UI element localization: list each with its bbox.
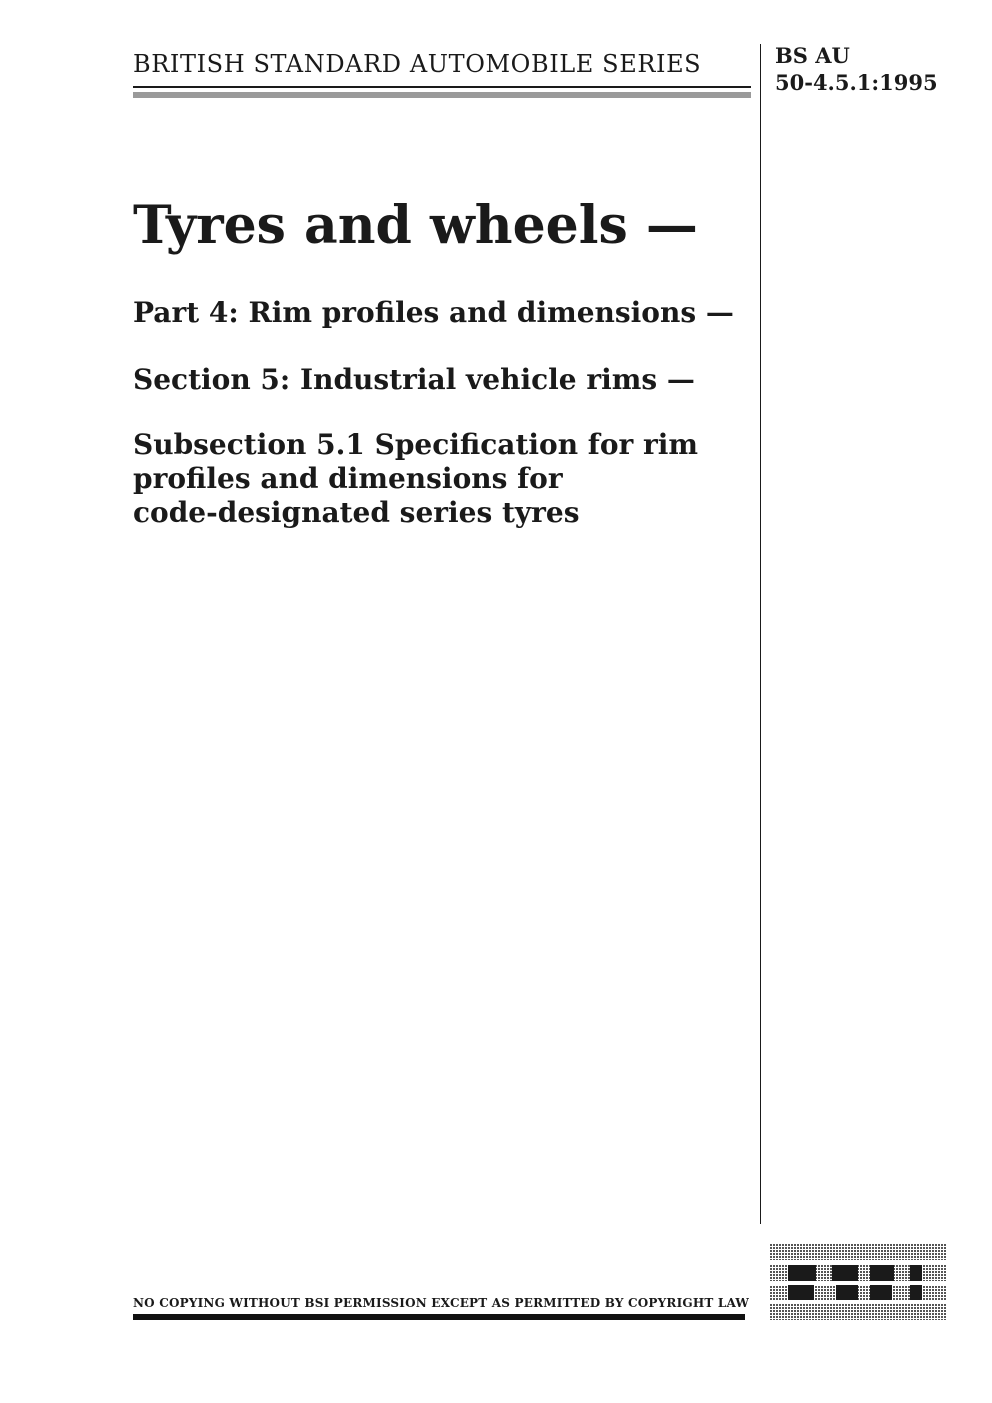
subsection-title-line: code-designated series tyres: [133, 496, 580, 529]
bsi-logo: [770, 1244, 946, 1320]
subsection-title-line: profiles and dimensions for: [133, 462, 563, 495]
header-rule-thick: [133, 92, 751, 98]
margin-divider: [760, 44, 761, 1224]
copyright-notice: NO COPYING WITHOUT BSI PERMISSION EXCEPT AS PERMITTED BY COPYRIGHT LAW: [133, 1296, 750, 1310]
document-title: Tyres and wheels —: [133, 195, 698, 256]
standard-number-line2: 50-4.5.1:1995: [775, 70, 938, 95]
subsection-title: [133, 428, 743, 530]
standard-number-line1: BS AU: [775, 43, 850, 68]
header-rule-thin: [133, 86, 751, 88]
subsection-title-line: Subsection 5.1 Specification for rim: [133, 428, 699, 461]
section-title: Section 5: Industrial vehicle rims —: [133, 363, 695, 396]
footer-rule: [133, 1314, 745, 1320]
standard-number: [775, 42, 938, 96]
series-title: BRITISH STANDARD AUTOMOBILE SERIES: [133, 50, 702, 78]
part-title: Part 4: Rim profiles and dimensions —: [133, 296, 734, 329]
